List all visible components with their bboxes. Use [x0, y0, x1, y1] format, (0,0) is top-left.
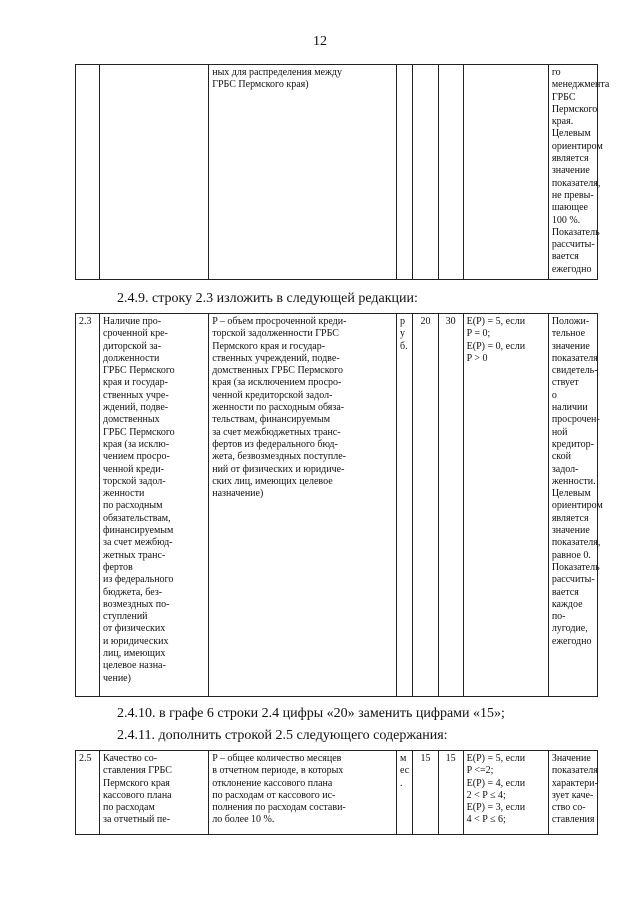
cell-name: Наличие про- сроченной кре- диторской за- долженности ГРБС Пермского края и государ- ственных учре- ждений, подве- домственных ГРБС Пермского края (за исклю- чением просро- ченной креди- торской задол- женности по расходным обязательствам, финансируемым за счет межбюд- жетных транс- фертов из федерального бюджета, без- возмездных по- ступлений от физических и юридических лиц, имеющих целевое назна- чение) — [100, 314, 209, 697]
cell-formula: P – общее количество месяцев в отчетном периоде, в которых отклонение кассового плана по расходам от кассового ис- полнения по расходам состави- ло более 10 %. — [209, 751, 397, 835]
cell-note: го менеджмента ГРБС Пермского края. Целевым ориентиром является значение показателя, не превы- шающее 100 %. Показатель рассчиты- вается ежегодно — [548, 65, 597, 280]
cell-score — [463, 65, 548, 280]
paragraph-2-4-11: 2.4.11. дополнить строкой 2.5 следующего содержания: — [117, 728, 448, 743]
cell-formula: ных для распределения между ГРБС Пермского края) — [209, 65, 397, 280]
cell-formula: P – объем просроченной креди- торской задолженности ГРБС Пермского края и государ- ственных учреждений, подве- домственных ГРБС Пермского края (за исключением просро- ченной кредиторской задол- женности по расходным обяза- тельствам, финансируемым за счет межбюджетных транс- фертов из федерального бюд- жета, безвозмездных поступле- ний от физических и юридиче- ских лиц, имеющих целевое назначение) — [209, 314, 397, 697]
cell-score: E(P) = 5, если P = 0; E(P) = 0, если P > 0 — [463, 314, 548, 697]
cell-score: E(P) = 5, если P <=2; E(P) = 4, если 2 < P ≤ 4; E(P) = 3, если 4 < P ≤ 6; — [463, 751, 548, 835]
cell-note: Значение показателя характери- зует каче- ство со- ставления — [548, 751, 597, 835]
cell-num — [76, 65, 100, 280]
cell-v1: 15 — [413, 751, 438, 835]
cell-num: 2.3 — [76, 314, 100, 697]
cell-v2: 15 — [438, 751, 463, 835]
row-2-5-table — [75, 750, 598, 835]
cell-unit: р у б. — [397, 314, 413, 697]
cell-v1 — [413, 65, 438, 280]
page-number: 12 — [313, 34, 327, 49]
row-2-3-table — [75, 313, 603, 697]
cell-unit — [397, 65, 413, 280]
cell-name — [100, 65, 209, 280]
cell-num: 2.5 — [76, 751, 100, 835]
paragraph-2-4-9: 2.4.9. строку 2.3 изложить в следующей редакции: — [117, 291, 418, 306]
cell-v1: 20 — [413, 314, 438, 697]
continuation-table — [75, 64, 610, 280]
cell-note: Положи- тельное значение показателя свидетель- ствует о наличии просрочен- ной кредитор- ской задол- женности. Целевым ориентиром является значение показателя, равное 0. Показатель рассчиты- вается каждое по- лугодие, ежегодно — [548, 314, 597, 697]
cell-name: Качество со- ставления ГРБС Пермского края кассового плана по расходам за отчетный пе- — [100, 751, 209, 835]
cell-v2 — [438, 65, 463, 280]
paragraph-2-4-10: 2.4.10. в графе 6 строки 2.4 цифры «20» заменить цифрами «15»; — [117, 706, 505, 721]
cell-unit: м ес . — [397, 751, 413, 835]
cell-v2: 30 — [438, 314, 463, 697]
